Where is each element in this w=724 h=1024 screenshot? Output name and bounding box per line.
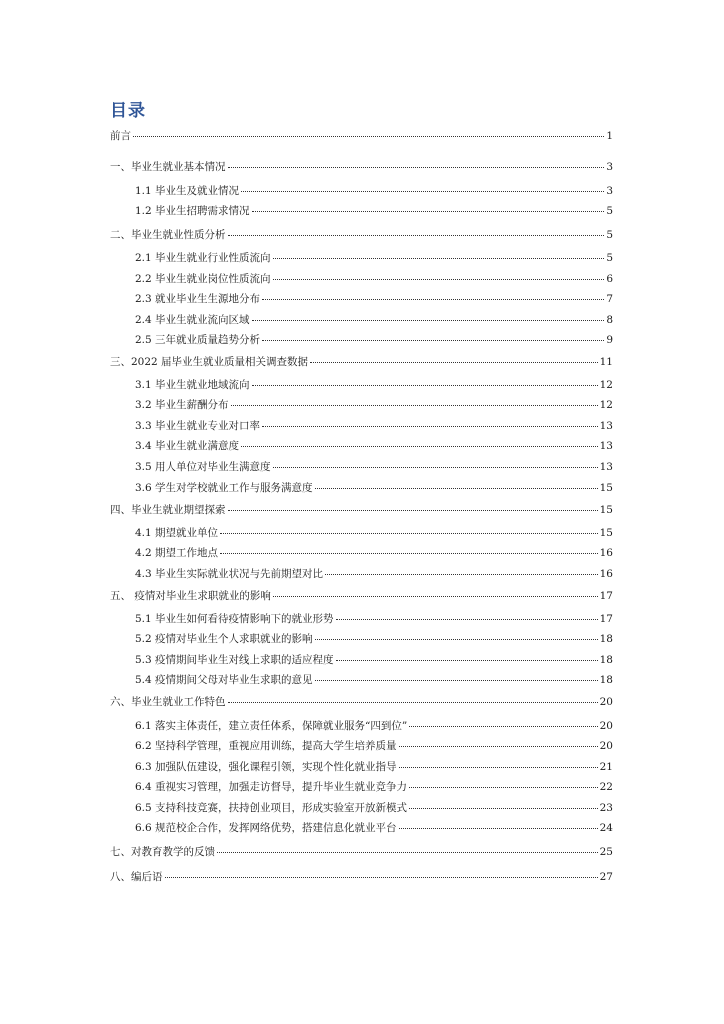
toc-entry[interactable] (110, 871, 613, 883)
toc-entry[interactable] (110, 185, 613, 197)
toc-entry-page-number: 3 (606, 185, 613, 197)
toc-entry-page-number: 12 (599, 399, 613, 411)
toc-entry-page-number: 18 (599, 633, 613, 645)
toc-entry-label: 一、毕业生就业基本情况 (110, 161, 226, 173)
toc-entry[interactable] (110, 293, 613, 305)
toc-entry-page-number: 22 (599, 781, 613, 793)
toc-entry-page-number: 16 (599, 547, 613, 559)
dot-leader (228, 510, 598, 511)
dot-leader (252, 385, 598, 386)
dot-leader (228, 235, 605, 236)
toc-entry-page-number: 13 (599, 420, 613, 432)
toc-entry-page-number: 17 (599, 590, 613, 602)
toc-entry-label: 四、毕业生就业期望探索 (110, 504, 226, 516)
toc-entry-page-number: 20 (599, 696, 613, 708)
toc-entry[interactable] (110, 461, 613, 473)
dot-leader (220, 553, 598, 554)
dot-leader (273, 279, 605, 280)
toc-entry[interactable] (110, 547, 613, 559)
toc-entry-page-number: 21 (599, 761, 613, 773)
toc-entry[interactable] (110, 654, 613, 666)
toc-entry[interactable] (110, 252, 613, 264)
toc-entry-label: 七、对教育教学的反馈 (110, 846, 215, 858)
toc-entry-label: 2.3 就业毕业生生源地分布 (135, 293, 261, 305)
toc-entry-page-number: 7 (606, 293, 613, 305)
toc-entry-label: 5.4 疫情期间父母对毕业生求职的意见 (135, 674, 313, 686)
toc-entry[interactable] (110, 781, 613, 793)
toc-entry[interactable] (110, 356, 613, 368)
dot-leader (315, 680, 598, 681)
toc-entry-label: 3.6 学生对学校就业工作与服务满意度 (135, 482, 313, 494)
toc-entry-label: 2.1 毕业生就业行业性质流向 (135, 252, 271, 264)
toc-entry[interactable] (110, 568, 613, 580)
toc-entry-page-number: 5 (606, 205, 613, 217)
toc-entry[interactable] (110, 420, 613, 432)
toc-entry[interactable] (110, 504, 613, 516)
toc-entry-page-number: 17 (599, 613, 613, 625)
toc-entry-page-number: 5 (606, 252, 613, 264)
toc-entry-page-number: 13 (599, 440, 613, 452)
toc-entry-page-number: 23 (599, 802, 613, 814)
toc-entry-label: 2.2 毕业生就业岗位性质流向 (135, 273, 271, 285)
toc-entry[interactable] (110, 334, 613, 346)
toc-entry[interactable] (110, 161, 613, 173)
toc-entry[interactable] (110, 482, 613, 494)
toc-entry[interactable] (110, 379, 613, 391)
toc-entry-label: 1.2 毕业生招聘需求情况 (135, 205, 250, 217)
toc-entry[interactable] (110, 674, 613, 686)
toc-entry-label: 2.5 三年就业质量趋势分析 (135, 334, 261, 346)
dot-leader (220, 533, 598, 534)
toc-entry[interactable] (110, 440, 613, 452)
toc-entry[interactable] (110, 633, 613, 645)
toc-entry-label: 6.1 落实主体责任，建立责任体系，保障就业服务“四到位” (135, 720, 408, 732)
toc-entry[interactable] (110, 527, 613, 539)
toc-entry[interactable] (110, 720, 613, 732)
toc-entry-label: 三、2022 届毕业生就业质量相关调查数据 (110, 356, 309, 368)
dot-leader (133, 136, 604, 137)
dot-leader (315, 488, 598, 489)
toc-entry-label: 3.4 毕业生就业满意度 (135, 440, 240, 452)
toc-entry-page-number: 12 (599, 379, 613, 391)
toc-entry[interactable] (110, 273, 613, 285)
toc-entry-label: 六、毕业生就业工作特色 (110, 696, 226, 708)
toc-entry-page-number: 24 (599, 822, 613, 834)
toc-entry-page-number: 15 (599, 504, 613, 516)
toc-entry-label: 3.1 毕业生就业地域流向 (135, 379, 250, 391)
dot-leader (336, 619, 598, 620)
toc-entry-label: 5.3 疫情期间毕业生对线上求职的适应程度 (135, 654, 334, 666)
dot-leader (399, 746, 598, 747)
toc-entry-page-number: 16 (599, 568, 613, 580)
dot-leader (336, 660, 598, 661)
dot-leader (262, 426, 598, 427)
toc-entry-label: 4.2 期望工作地点 (135, 547, 219, 559)
toc-entry[interactable] (110, 846, 613, 858)
toc-entry[interactable] (110, 761, 613, 773)
toc-entry-page-number: 5 (606, 229, 613, 241)
toc-entry-label: 5.1 毕业生如何看待疫情影响下的就业形势 (135, 613, 334, 625)
toc-entry-label: 二、毕业生就业性质分析 (110, 229, 226, 241)
toc-entry-label: 6.4 重视实习管理，加强走访督导，提升毕业生就业竞争力 (135, 781, 408, 793)
dot-leader (241, 191, 604, 192)
dot-leader (252, 211, 605, 212)
toc-entry[interactable] (110, 205, 613, 217)
dot-leader (409, 808, 598, 809)
toc-entry-label: 3.2 毕业生薪酬分布 (135, 399, 229, 411)
toc-entry-page-number: 3 (606, 161, 613, 173)
toc-entry-label: 3.3 毕业生就业专业对口率 (135, 420, 261, 432)
toc-entry-page-number: 15 (599, 527, 613, 539)
dot-leader (399, 828, 598, 829)
toc-entry[interactable] (110, 802, 613, 814)
toc-entry-page-number: 27 (599, 871, 613, 883)
toc-entry-page-number: 1 (606, 130, 613, 142)
toc-entry-page-number: 11 (599, 356, 613, 368)
toc-title: 目录 (110, 101, 146, 121)
dot-leader (310, 362, 598, 363)
toc-entry[interactable] (110, 399, 613, 411)
dot-leader (273, 258, 605, 259)
toc-entry-label: 6.5 支持科技竞赛，扶持创业项目，形成实验室开放新模式 (135, 802, 408, 814)
dot-leader (228, 702, 598, 703)
toc-entry-page-number: 20 (599, 720, 613, 732)
toc-entry[interactable] (110, 130, 613, 142)
toc-entry-label: 5.2 疫情对毕业生个人求职就业的影响 (135, 633, 313, 645)
dot-leader (409, 787, 598, 788)
dot-leader (273, 596, 598, 597)
toc-entry-label: 4.3 毕业生实际就业状况与先前期望对比 (135, 568, 324, 580)
toc-entry-label: 前言 (110, 130, 131, 142)
toc-entry-page-number: 18 (599, 674, 613, 686)
toc-entry-label: 五、 疫情对毕业生求职就业的影响 (110, 590, 271, 602)
toc-entry-page-number: 13 (599, 461, 613, 473)
dot-leader (262, 340, 604, 341)
toc-entry-label: 6.3 加强队伍建设，强化课程引领，实现个性化就业指导 (135, 761, 397, 773)
dot-leader (325, 574, 598, 575)
toc-entry-page-number: 9 (606, 334, 613, 346)
dot-leader (273, 467, 598, 468)
toc-entry[interactable] (110, 740, 613, 752)
toc-entry[interactable] (110, 696, 613, 708)
toc-entry-label: 4.1 期望就业单位 (135, 527, 219, 539)
toc-entry-page-number: 6 (606, 273, 613, 285)
toc-entry-label: 3.5 用人单位对毕业生满意度 (135, 461, 271, 473)
toc-entry[interactable] (110, 590, 613, 602)
toc-entry-label: 2.4 毕业生就业流向区域 (135, 314, 250, 326)
toc-entry[interactable] (110, 822, 613, 834)
toc-entry-page-number: 25 (599, 846, 613, 858)
dot-leader (315, 639, 598, 640)
dot-leader (252, 320, 605, 321)
toc-entry-page-number: 15 (599, 482, 613, 494)
toc-entry-label: 1.1 毕业生及就业情况 (135, 185, 240, 197)
dot-leader (241, 446, 598, 447)
toc-entry[interactable] (110, 613, 613, 625)
dot-leader (399, 767, 598, 768)
dot-leader (228, 167, 605, 168)
toc-entry[interactable] (110, 229, 613, 241)
toc-entry-page-number: 20 (599, 740, 613, 752)
toc-entry-page-number: 18 (599, 654, 613, 666)
toc-entry[interactable] (110, 314, 613, 326)
dot-leader (409, 726, 597, 727)
toc-entry-label: 八、编后语 (110, 871, 163, 883)
toc-entry-label: 6.6 规范校企合作，发挥网络优势，搭建信息化就业平台 (135, 822, 397, 834)
dot-leader (165, 877, 598, 878)
dot-leader (231, 405, 598, 406)
toc-entry-label: 6.2 坚持科学管理，重视应用训练，提高大学生培养质量 (135, 740, 397, 752)
dot-leader (262, 299, 604, 300)
dot-leader (217, 852, 598, 853)
toc-entry-page-number: 8 (606, 314, 613, 326)
